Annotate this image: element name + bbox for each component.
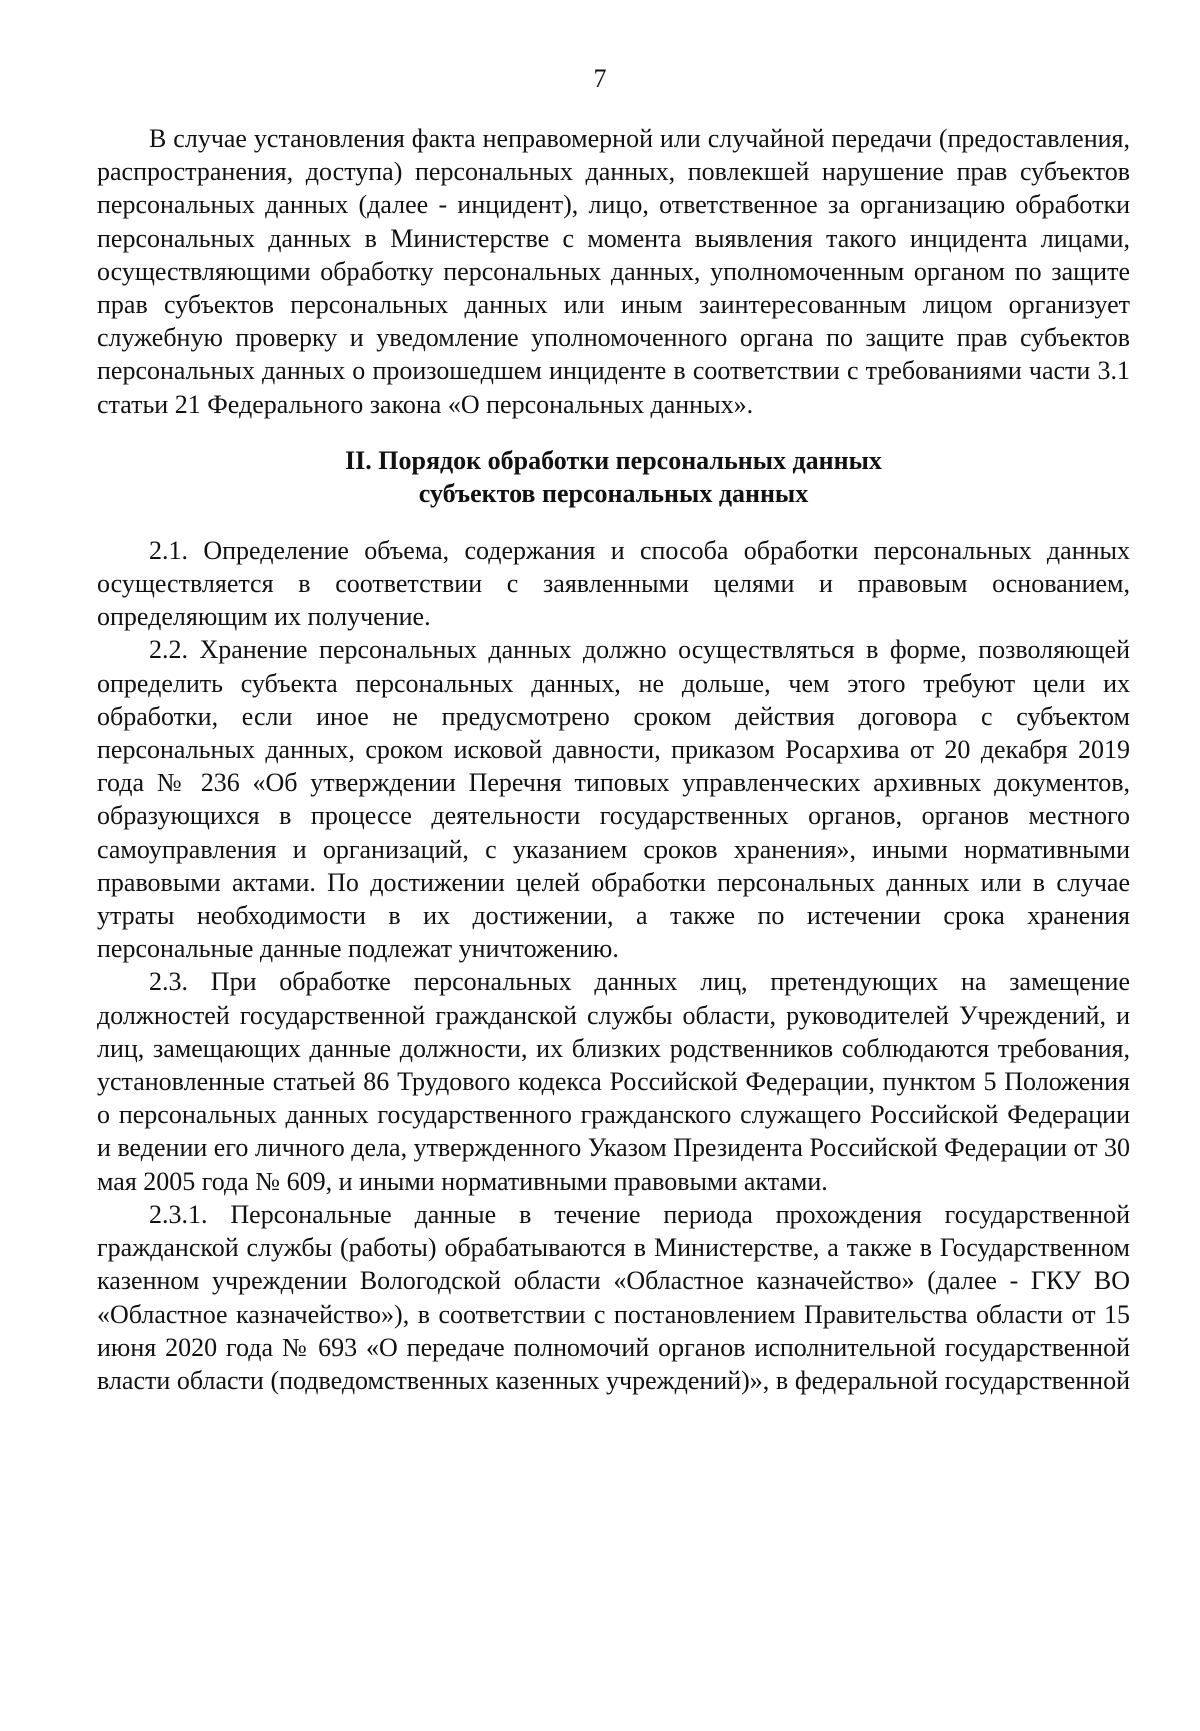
paragraph-2-3: 2.3. При обработке персональных данных лиц, претендующих на замещение должностей государственной гражданской службы области, руководителей Учреждений, и лиц, замещающих данные должности, их близких родственников соблюдаются требования, установленные статьей 86 Трудового кодекса Российской Федерации, пунктом 5 Положения о персональных данных государственного гражданского служащего Российской Федерации и ведении его личного дела, утвержденного Указом Президента Российской Федерации от 30 мая 2005 года № 609, и иными нормативными правовыми актами. [97, 967, 1130, 1196]
section-heading-line-1: II. Порядок обработки персональных данных [345, 445, 882, 475]
section-heading-line-2: субъектов персональных данных [418, 478, 809, 508]
section-heading [97, 444, 1130, 510]
paragraph-2-2: 2.2. Хранение персональных данных должно осуществляться в форме, позволяющей определить субъекта персональных данных, не дольше, чем этого требуют цели их обработки, если иное не предусмотрено сроком действия договора с субъектом персональных данных, сроком исковой давности, приказом Росархива от 20 декабря 2019 года № 236 «Об утверждении Перечня типовых управленческих архивных документов, образующихся в процессе деятельности государственных органов, органов местного самоуправления и организаций, с указанием сроков хранения», иными нормативными правовыми актами. По достижении целей обработки персональных данных или в случае утраты необходимости в их достижении, а также по истечении срока хранения персональные данные подлежат уничтожению. [97, 635, 1130, 964]
document-body [97, 122, 1130, 1397]
intro-paragraph: В случае установления факта неправомерной или случайной передачи (предоставления, распространения, доступа) персональных данных, повлекшей нарушение прав субъектов персональных данных (далее - инцидент), лицо, ответственное за организацию обработки персональных данных в Министерстве с момента выявления такого инцидента лицами, осуществляющими обработку персональных данных, уполномоченным органом по защите прав субъектов персональных данных или иным заинтересованным лицом организует служебную проверку и уведомление уполномоченного органа по защите прав субъектов персональных данных о произошедшем инциденте в соответствии с требованиями части 3.1 статьи 21 Федерального закона «О персональных данных». [97, 124, 1130, 419]
paragraph-2-1: 2.1. Определение объема, содержания и способа обработки персональных данных осуществляется в соответствии с заявленными целями и правовым основанием, определяющим их получение. [97, 535, 1130, 632]
page-number: 7 [593, 64, 607, 93]
paragraph-2-3-1: 2.3.1. Персональные данные в течение периода прохождения государственной гражданской службы (работы) обрабатываются в Министерстве, а также в Государственном казенном учреждении Вологодской области «Областное казначейство» (далее - ГКУ ВО «Областное казначейство»), в соответствии с постановлением Правительства области от 15 июня 2020 года № 693 «О передаче полномочий органов исполнительной государственной власти области (подведомственных казенных учреждений)», в федеральной государственной [97, 1199, 1130, 1395]
